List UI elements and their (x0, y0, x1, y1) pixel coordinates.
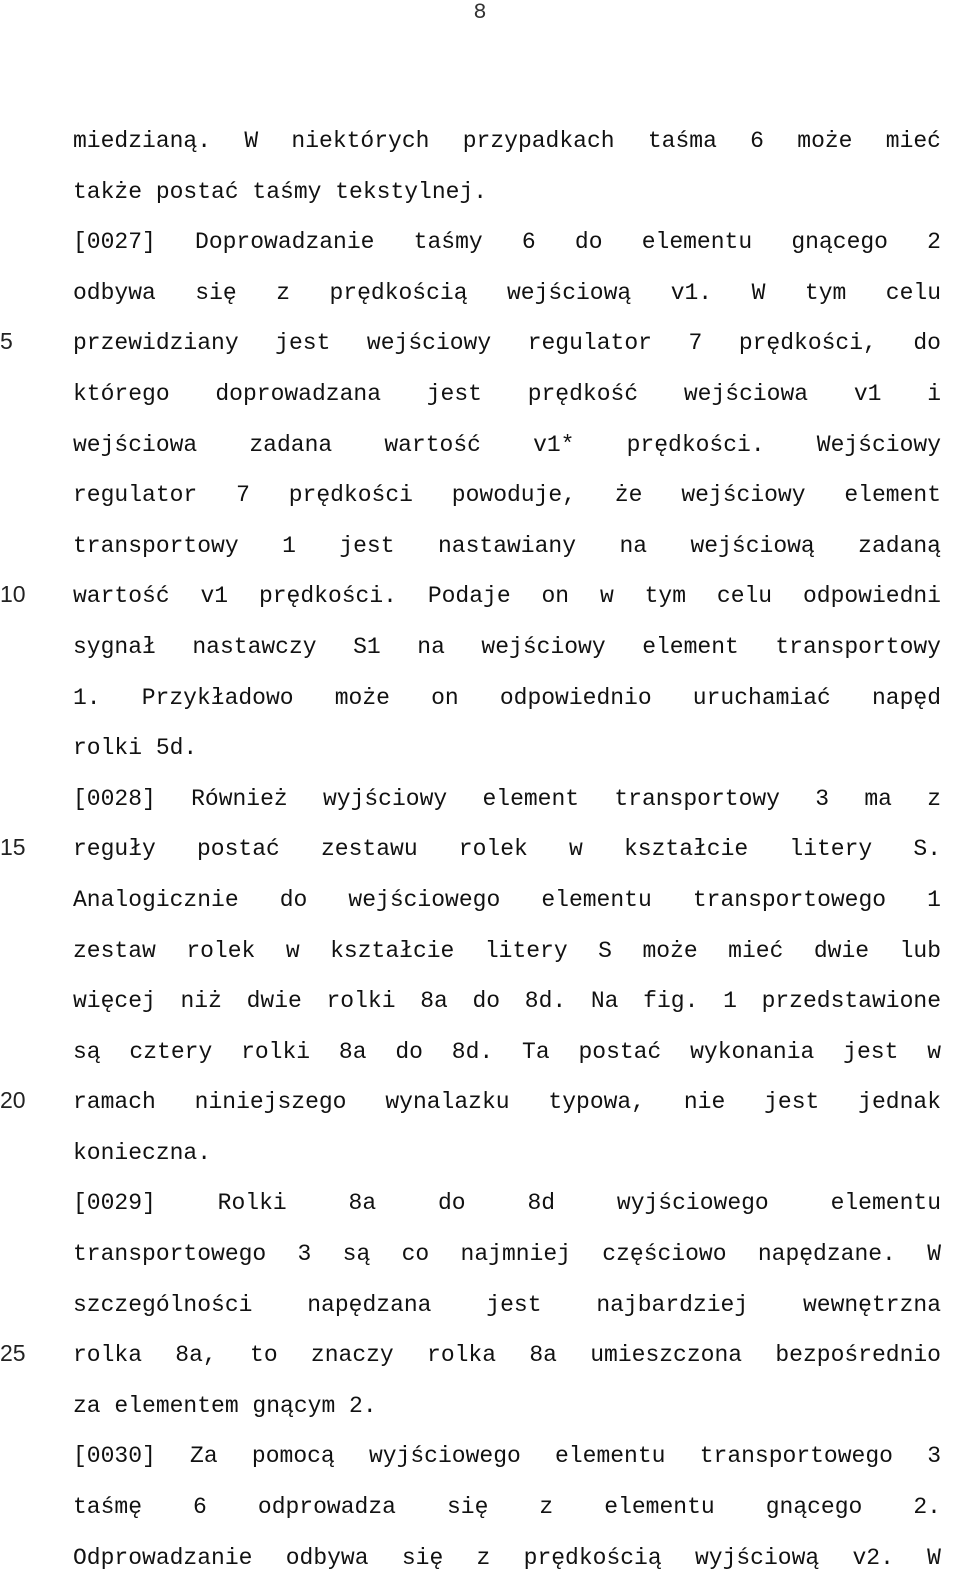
text-line: reguły postać zestawu rolek w kształcie litery S. (73, 836, 941, 863)
text-line: transportowy 1 jest nastawiany na wejściową zadaną (73, 532, 941, 559)
text-line: wejściowa zadana wartość v1* prędkości. Wejściowy (73, 431, 941, 458)
text-line: przewidziany jest wejściowy regulator 7 prędkości, do (73, 330, 941, 357)
text-line: taśmę 6 odprowadza się z elementu gnącego 2. (73, 1494, 941, 1521)
text-line: wartość v1 prędkości. Podaje on w tym celu odpowiedni (73, 583, 941, 610)
text-line: Analogicznie do wejściowego elementu transportowego 1 (73, 886, 941, 913)
text-line: ramach niniejszego wynalazku typowa, nie jest jednak (73, 1089, 941, 1116)
text-line: są cztery rolki 8a do 8d. Ta postać wykonania jest w (73, 1038, 941, 1065)
text-line: za elementem gnącym 2. (73, 1392, 377, 1419)
text-line: [0027] Doprowadzanie taśmy 6 do elementu gnącego 2 (73, 229, 941, 256)
text-line: [0029] Rolki 8a do 8d wyjściowego elementu (73, 1190, 941, 1217)
text-line: odbywa się z prędkością wejściową v1. W tym celu (73, 279, 941, 306)
text-line: szczególności napędzana jest najbardziej wewnętrzna (73, 1291, 941, 1318)
text-line: regulator 7 prędkości powoduje, że wejściowy element (73, 482, 941, 509)
line-number-5: 5 (0, 328, 13, 354)
text-line: [0028] Również wyjściowy element transportowy 3 ma z (73, 785, 941, 812)
text-line: miedzianą. W niektórych przypadkach taśma 6 może mieć (73, 128, 941, 154)
text-line: transportowego 3 są co najmniej częściowo napędzane. W (73, 1241, 941, 1268)
text-line: także postać taśmy tekstylnej. (73, 178, 488, 205)
line-number-25: 25 (0, 1340, 26, 1366)
document-body (73, 122, 941, 1589)
line-number-10: 10 (0, 581, 26, 607)
text-line: rolki 5d. (73, 735, 198, 762)
text-line: 1. Przykładowo może on odpowiednio uruchamiać napęd (73, 684, 941, 711)
line-number-20: 20 (0, 1087, 26, 1113)
text-line: którego doprowadzana jest prędkość wejściowa v1 i (73, 380, 941, 407)
text-line: rolka 8a, to znaczy rolka 8a umieszczona bezpośrednio (73, 1342, 941, 1369)
line-number-15: 15 (0, 834, 26, 860)
text-line: zestaw rolek w kształcie litery S może mieć dwie lub (73, 937, 941, 964)
text-line: sygnał nastawczy S1 na wejściowy element transportowy (73, 633, 941, 660)
page-number: 8 (473, 0, 487, 25)
text-line: Odprowadzanie odbywa się z prędkością wyjściową v2. W (73, 1544, 941, 1571)
text-line: więcej niż dwie rolki 8a do 8d. Na fig. 1 przedstawione (73, 988, 941, 1015)
text-line: konieczna. (73, 1139, 212, 1166)
text-line: [0030] Za pomocą wyjściowego elementu transportowego 3 (73, 1443, 941, 1470)
